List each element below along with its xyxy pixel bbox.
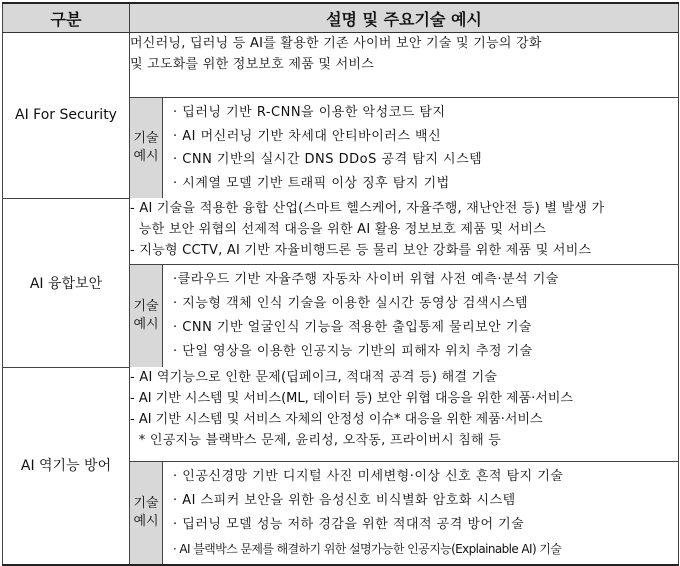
section-row-ai-convergence-security: [3, 198, 679, 265]
category-cell: [3, 367, 130, 565]
example-item: · 딥러닝 모델 성능 저하 경감을 위한 적대적 공격 방어 기술: [173, 517, 525, 532]
header-category: 구분: [3, 3, 130, 33]
example-label-text: 기술 예시: [133, 299, 159, 332]
examples-cell: [130, 98, 679, 199]
example-item: · 딥러닝 기반 R-CNN을 이용한 악성코드 탐지: [173, 105, 446, 120]
example-label: [130, 265, 163, 367]
example-item: · AI 스피커 보안을 위한 음성신호 비식별화 암호화 시스템: [173, 493, 516, 508]
example-item: · CNN 기반의 실시간 DNS DDoS 공격 탐지 시스템: [173, 152, 483, 167]
category-cell: AI 융합보안: [3, 198, 130, 367]
description-line: - AI 역기능으로 인한 문제(딥페이크, 적대적 공격 등) 해결 기술: [130, 370, 498, 385]
example-item: ·클라우드 기반 자율주행 자동차 사이버 위협 사전 예측·분석 기술: [173, 272, 559, 287]
example-item: · 인공신경망 기반 디지털 사진 미세변형·이상 신호 흔적 탐지 기술: [173, 469, 564, 484]
example-item: · AI 머신러닝 기반 차세대 안티바이러스 백신: [173, 128, 442, 144]
description-line: - AI 기반 시스템 및 서비스(ML, 데이터 등) 보안 위협 대응을 위한 제품·서비스: [130, 391, 573, 406]
description-line: * 인공지능 블랙박스 문제, 윤리성, 오작동, 프라이버시 침해 등: [130, 433, 502, 448]
category-label: AI 역기능 방어: [20, 457, 112, 474]
section-row-ai-adverse-effect-defense: [3, 367, 679, 462]
description-cell: [130, 367, 679, 462]
example-list: [163, 462, 678, 564]
section-row-ai-for-security: [3, 33, 679, 98]
example-list: [163, 98, 678, 198]
description-line: - 지능형 CCTV, AI 기반 자율비행드론 등 물리 보안 강화를 위한 제품 및 서비스: [130, 243, 592, 258]
description-line: - AI 기반 시스템 및 서비스 자체의 안정성 이슈* 대응을 위한 제품·서비스: [130, 412, 543, 427]
example-label-text: 기술 예시: [133, 496, 159, 529]
examples-cell: [130, 462, 679, 566]
header-description: 설명 및 주요기술 예시: [130, 3, 679, 33]
example-label: [130, 98, 163, 198]
description-line: 머신러닝, 딥러닝 등 AI를 활용한 기존 사이버 보안 기술 및 기능의 강화: [130, 36, 542, 51]
examples-cell: [130, 265, 679, 368]
description-line: - AI 기술을 적용한 융합 산업(스마트 헬스케어, 자율주행, 재난안전 등) 별 발생 가: [130, 201, 605, 216]
description-line: 및 고도화를 위한 정보보호 제품 및 서비스: [130, 57, 375, 72]
example-item: · 지능형 객체 인식 기술을 이용한 실시간 동영상 검색시스템: [173, 296, 529, 311]
example-label-text: 기술 예시: [133, 131, 159, 164]
example-label: [130, 462, 163, 564]
category-cell: AI For Security: [3, 33, 130, 199]
ai-security-classification-table: [2, 2, 679, 566]
description-cell: [130, 33, 679, 98]
example-item: · CNN 기반 얼굴인식 기능을 적용한 출입통제 물리보안 기술: [173, 320, 532, 335]
example-item: · 단일 영상을 이용한 인공지능 기반의 피해자 위치 추정 기술: [173, 344, 533, 359]
header-row: [3, 3, 679, 33]
description-line: 능한 보안 위협의 선제적 대응을 위한 AI 활용 정보보호 제품 및 서비스: [130, 222, 547, 237]
example-item: · AI 블랙박스 문제를 해결하기 위한 설명가능한 인공지능(Explainable AI) 기술: [173, 542, 562, 556]
example-item: · 시계열 모델 기반 트래픽 이상 징후 탐지 기법: [173, 175, 450, 191]
description-cell: [130, 198, 679, 265]
example-list: [163, 265, 678, 367]
